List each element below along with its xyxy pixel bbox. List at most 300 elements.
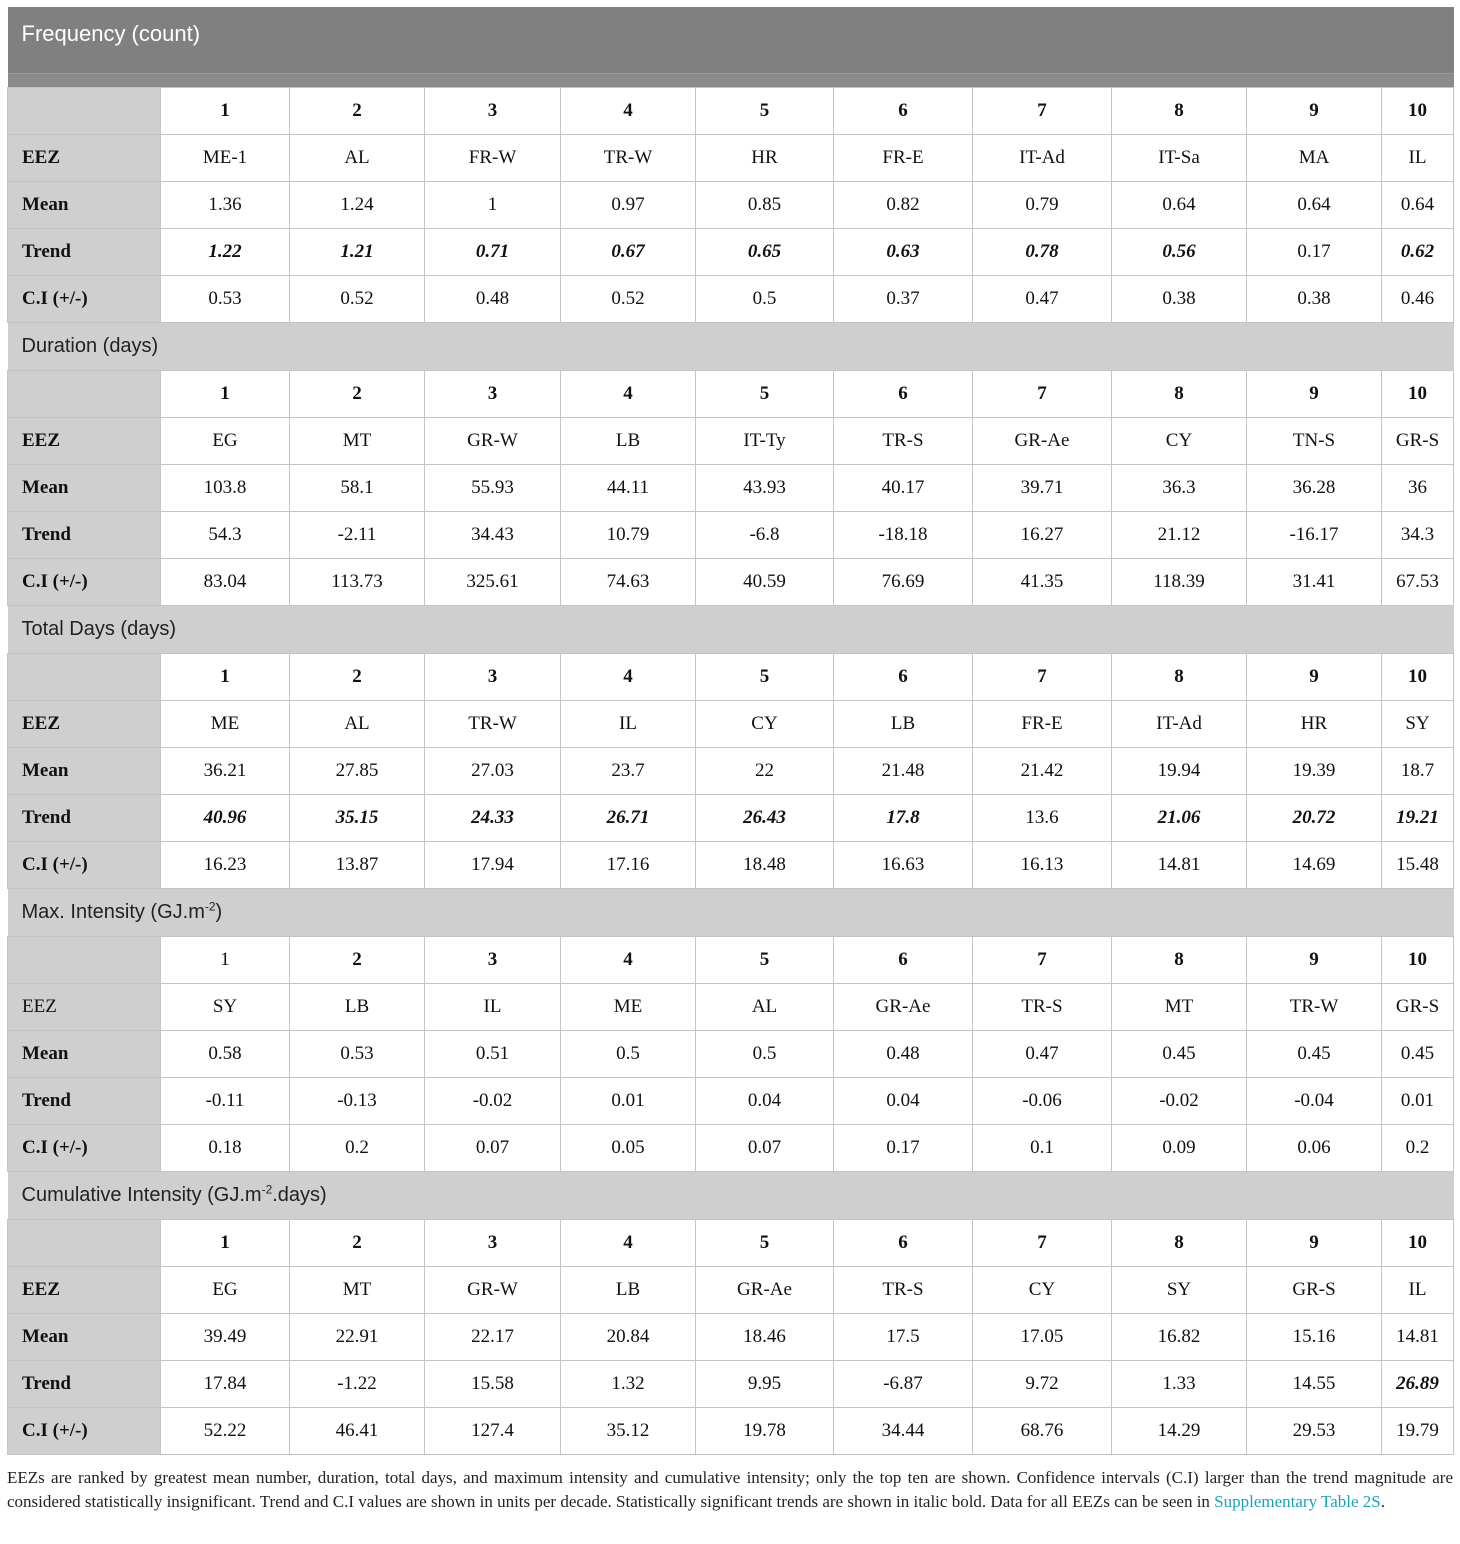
trend-cell: 0.62 <box>1382 228 1454 275</box>
mean-cell: 39.71 <box>973 464 1112 511</box>
rank-cell: 10 <box>1382 1219 1454 1266</box>
mean-cell: 55.93 <box>425 464 561 511</box>
rank-cell: 4 <box>561 653 696 700</box>
trend-cell: 20.72 <box>1247 794 1382 841</box>
ci-cell: 76.69 <box>834 558 973 605</box>
mean-cell: 0.82 <box>834 181 973 228</box>
mean-cell: 39.49 <box>161 1313 290 1360</box>
eez-cell: GR-Ae <box>834 983 973 1030</box>
mean-cell: 19.39 <box>1247 747 1382 794</box>
eez-cell: ME <box>561 983 696 1030</box>
eez-cell: IL <box>561 700 696 747</box>
ci-cell: 0.46 <box>1382 275 1454 322</box>
ci-cell: 0.05 <box>561 1124 696 1171</box>
section-title-superscript: -2 <box>261 1181 273 1196</box>
trend-cell: 0.63 <box>834 228 973 275</box>
rank-cell: 7 <box>973 1219 1112 1266</box>
rank-cell: 5 <box>696 936 834 983</box>
mean-cell: 0.85 <box>696 181 834 228</box>
rank-cell: 6 <box>834 653 973 700</box>
table-row-mean <box>8 464 1454 511</box>
ci-cell: 46.41 <box>290 1407 425 1454</box>
ci-cell: 0.53 <box>161 275 290 322</box>
rank-cell: 9 <box>1247 936 1382 983</box>
table-row-ci <box>8 1407 1454 1454</box>
rank-cell: 10 <box>1382 653 1454 700</box>
rank-cell: 7 <box>973 653 1112 700</box>
row-label-rank <box>8 1219 161 1266</box>
mean-cell: 0.47 <box>973 1030 1112 1077</box>
trend-cell: 0.01 <box>561 1077 696 1124</box>
eez-cell: GR-Ae <box>696 1266 834 1313</box>
eez-cell: SY <box>161 983 290 1030</box>
section-title <box>8 888 1454 936</box>
mean-cell: 15.16 <box>1247 1313 1382 1360</box>
eez-cell: ME-1 <box>161 134 290 181</box>
row-label-ci: C.I (+/-) <box>8 841 161 888</box>
table-row-eez <box>8 134 1454 181</box>
header-band <box>8 73 1454 87</box>
trend-cell: 0.67 <box>561 228 696 275</box>
ci-cell: 0.2 <box>290 1124 425 1171</box>
trend-cell: 26.89 <box>1382 1360 1454 1407</box>
rank-cell: 2 <box>290 1219 425 1266</box>
section-title: Total Days (days) <box>8 605 1454 653</box>
rank-cell: 7 <box>973 87 1112 134</box>
section-title-superscript: -2 <box>204 898 216 913</box>
rank-cell: 4 <box>561 87 696 134</box>
ci-cell: 19.78 <box>696 1407 834 1454</box>
table-row-mean <box>8 181 1454 228</box>
rank-cell: 10 <box>1382 936 1454 983</box>
eez-cell: TR-S <box>834 417 973 464</box>
eez-cell: MT <box>1112 983 1247 1030</box>
ci-cell: 19.79 <box>1382 1407 1454 1454</box>
row-label-eez: EEZ <box>8 983 161 1030</box>
mean-cell: 0.45 <box>1247 1030 1382 1077</box>
mean-cell: 27.85 <box>290 747 425 794</box>
trend-cell: 34.3 <box>1382 511 1454 558</box>
rank-cell: 4 <box>561 1219 696 1266</box>
eez-cell: MT <box>290 417 425 464</box>
trend-cell: -0.13 <box>290 1077 425 1124</box>
trend-cell: -2.11 <box>290 511 425 558</box>
ci-cell: 16.63 <box>834 841 973 888</box>
row-label-eez: EEZ <box>8 417 161 464</box>
row-label-trend: Trend <box>8 1077 161 1124</box>
ci-cell: 18.48 <box>696 841 834 888</box>
eez-cell: MA <box>1247 134 1382 181</box>
row-label-trend: Trend <box>8 1360 161 1407</box>
table-row-rank <box>8 370 1454 417</box>
rank-cell: 7 <box>973 936 1112 983</box>
rank-cell: 3 <box>425 653 561 700</box>
eez-cell: TN-S <box>1247 417 1382 464</box>
section-title-suffix: .days) <box>272 1183 327 1206</box>
eez-cell: GR-Ae <box>973 417 1112 464</box>
mean-cell: 0.64 <box>1112 181 1247 228</box>
footnote-text: EEZs are ranked by greatest mean number, duration, total days, and maximum intensity and cumulative intensity; only the top ten are shown. Confidence intervals (C.I) larger than the trend magnitude are considered statistically insignificant. Trend and C.I values are shown in units per decade. Statistically significant trends are shown in italic bold. Data for all EEZs can be seen in <box>7 1468 1453 1511</box>
mean-cell: 0.45 <box>1382 1030 1454 1077</box>
rank-cell: 5 <box>696 87 834 134</box>
trend-cell: 17.8 <box>834 794 973 841</box>
trend-cell: 0.17 <box>1247 228 1382 275</box>
ci-cell: 14.69 <box>1247 841 1382 888</box>
ci-cell: 16.23 <box>161 841 290 888</box>
section-title-prefix: Max. Intensity (GJ.m <box>21 900 205 923</box>
mean-cell: 22 <box>696 747 834 794</box>
rank-cell: 8 <box>1112 936 1247 983</box>
mean-cell: 0.97 <box>561 181 696 228</box>
results-table-container <box>7 7 1453 1455</box>
eez-cell: GR-W <box>425 1266 561 1313</box>
row-label-mean: Mean <box>8 464 161 511</box>
ci-cell: 83.04 <box>161 558 290 605</box>
eez-cell: LB <box>561 1266 696 1313</box>
eez-cell: IL <box>425 983 561 1030</box>
mean-cell: 36 <box>1382 464 1454 511</box>
trend-cell: 0.71 <box>425 228 561 275</box>
rank-cell: 3 <box>425 370 561 417</box>
rank-cell: 1 <box>161 87 290 134</box>
ci-cell: 68.76 <box>973 1407 1112 1454</box>
mean-cell: 1 <box>425 181 561 228</box>
eez-cell: EG <box>161 1266 290 1313</box>
ci-cell: 0.09 <box>1112 1124 1247 1171</box>
table-row-trend <box>8 1360 1454 1407</box>
mean-cell: 19.94 <box>1112 747 1247 794</box>
trend-cell: 0.04 <box>834 1077 973 1124</box>
row-label-eez: EEZ <box>8 700 161 747</box>
ci-cell: 118.39 <box>1112 558 1247 605</box>
footnote-end: . <box>1380 1492 1386 1511</box>
mean-cell: 36.21 <box>161 747 290 794</box>
eez-cell: LB <box>561 417 696 464</box>
ci-cell: 0.2 <box>1382 1124 1454 1171</box>
trend-cell: 9.95 <box>696 1360 834 1407</box>
trend-cell: 13.6 <box>973 794 1112 841</box>
mean-cell: 21.48 <box>834 747 973 794</box>
trend-cell: -6.8 <box>696 511 834 558</box>
trend-cell: 1.32 <box>561 1360 696 1407</box>
row-label-ci: C.I (+/-) <box>8 1124 161 1171</box>
ci-cell: 40.59 <box>696 558 834 605</box>
mean-cell: 21.42 <box>973 747 1112 794</box>
trend-cell: -1.22 <box>290 1360 425 1407</box>
ci-cell: 0.47 <box>973 275 1112 322</box>
rank-cell: 8 <box>1112 87 1247 134</box>
trend-cell: -16.17 <box>1247 511 1382 558</box>
rank-cell: 8 <box>1112 370 1247 417</box>
ci-cell: 325.61 <box>425 558 561 605</box>
eez-cell: IT-Ad <box>1112 700 1247 747</box>
mean-cell: 27.03 <box>425 747 561 794</box>
ci-cell: 0.1 <box>973 1124 1112 1171</box>
row-label-trend: Trend <box>8 511 161 558</box>
ci-cell: 0.52 <box>290 275 425 322</box>
eez-cell: FR-E <box>834 134 973 181</box>
table-row-rank <box>8 653 1454 700</box>
section-title-row <box>8 1171 1454 1219</box>
trend-cell: 40.96 <box>161 794 290 841</box>
eez-cell: IT-Sa <box>1112 134 1247 181</box>
mean-cell: 14.81 <box>1382 1313 1454 1360</box>
ci-cell: 74.63 <box>561 558 696 605</box>
mean-cell: 1.24 <box>290 181 425 228</box>
trend-cell: 54.3 <box>161 511 290 558</box>
trend-cell: 34.43 <box>425 511 561 558</box>
trend-cell: -0.06 <box>973 1077 1112 1124</box>
row-label-mean: Mean <box>8 181 161 228</box>
ci-cell: 0.07 <box>696 1124 834 1171</box>
rank-cell: 5 <box>696 653 834 700</box>
trend-cell: 21.12 <box>1112 511 1247 558</box>
trend-cell: 21.06 <box>1112 794 1247 841</box>
ci-cell: 0.07 <box>425 1124 561 1171</box>
mean-cell: 0.53 <box>290 1030 425 1077</box>
mean-cell: 18.46 <box>696 1313 834 1360</box>
mean-cell: 0.48 <box>834 1030 973 1077</box>
row-label-rank <box>8 653 161 700</box>
eez-cell: LB <box>834 700 973 747</box>
eez-cell: IL <box>1382 134 1454 181</box>
eez-cell: GR-S <box>1247 1266 1382 1313</box>
row-label-mean: Mean <box>8 1313 161 1360</box>
ci-cell: 67.53 <box>1382 558 1454 605</box>
eez-cell: SY <box>1112 1266 1247 1313</box>
trend-cell: 9.72 <box>973 1360 1112 1407</box>
table-footnote <box>7 1466 1453 1514</box>
mean-cell: 0.5 <box>696 1030 834 1077</box>
mean-cell: 17.05 <box>973 1313 1112 1360</box>
trend-cell: 26.43 <box>696 794 834 841</box>
mean-cell: 0.45 <box>1112 1030 1247 1077</box>
ci-cell: 16.13 <box>973 841 1112 888</box>
ci-cell: 0.38 <box>1112 275 1247 322</box>
section-title: Duration (days) <box>8 322 1454 370</box>
ci-cell: 0.18 <box>161 1124 290 1171</box>
rank-cell: 1 <box>161 370 290 417</box>
mean-cell: 43.93 <box>696 464 834 511</box>
row-label-trend: Trend <box>8 228 161 275</box>
rank-cell: 4 <box>561 936 696 983</box>
rank-cell: 3 <box>425 87 561 134</box>
trend-cell: 1.22 <box>161 228 290 275</box>
mean-cell: 40.17 <box>834 464 973 511</box>
mean-cell: 22.17 <box>425 1313 561 1360</box>
section-title-row <box>8 888 1454 936</box>
ci-cell: 0.37 <box>834 275 973 322</box>
row-label-rank <box>8 936 161 983</box>
rank-cell: 9 <box>1247 1219 1382 1266</box>
eez-cell: CY <box>973 1266 1112 1313</box>
trend-cell: 1.33 <box>1112 1360 1247 1407</box>
eez-cell: TR-W <box>425 700 561 747</box>
row-label-ci: C.I (+/-) <box>8 1407 161 1454</box>
rank-cell: 6 <box>834 1219 973 1266</box>
eez-cell: IL <box>1382 1266 1454 1313</box>
table-row-ci <box>8 275 1454 322</box>
eez-cell: MT <box>290 1266 425 1313</box>
table-row-rank <box>8 936 1454 983</box>
eez-cell: AL <box>290 134 425 181</box>
trend-cell: -0.02 <box>1112 1077 1247 1124</box>
rank-cell: 6 <box>834 936 973 983</box>
table-row-mean <box>8 747 1454 794</box>
table-row-ci <box>8 558 1454 605</box>
table-row-eez <box>8 700 1454 747</box>
trend-cell: 17.84 <box>161 1360 290 1407</box>
section-title <box>8 1171 1454 1219</box>
rank-cell: 1 <box>161 653 290 700</box>
rank-cell: 5 <box>696 1219 834 1266</box>
mean-cell: 1.36 <box>161 181 290 228</box>
trend-cell: 0.65 <box>696 228 834 275</box>
table-row-rank <box>8 1219 1454 1266</box>
rank-cell: 5 <box>696 370 834 417</box>
rank-cell: 4 <box>561 370 696 417</box>
mean-cell: 0.5 <box>561 1030 696 1077</box>
eez-cell: CY <box>696 700 834 747</box>
trend-cell: 10.79 <box>561 511 696 558</box>
row-label-ci: C.I (+/-) <box>8 275 161 322</box>
rank-cell: 9 <box>1247 87 1382 134</box>
table-row-trend <box>8 794 1454 841</box>
table-row-trend <box>8 511 1454 558</box>
eez-cell: EG <box>161 417 290 464</box>
rank-cell: 9 <box>1247 370 1382 417</box>
mean-cell: 36.28 <box>1247 464 1382 511</box>
ci-cell: 31.41 <box>1247 558 1382 605</box>
mean-cell: 16.82 <box>1112 1313 1247 1360</box>
row-label-rank <box>8 370 161 417</box>
ci-cell: 17.16 <box>561 841 696 888</box>
trend-cell: 16.27 <box>973 511 1112 558</box>
mean-cell: 44.11 <box>561 464 696 511</box>
trend-cell: 19.21 <box>1382 794 1454 841</box>
table-row-ci <box>8 1124 1454 1171</box>
eez-cell: GR-S <box>1382 417 1454 464</box>
mean-cell: 103.8 <box>161 464 290 511</box>
row-label-mean: Mean <box>8 1030 161 1077</box>
supplementary-table-link[interactable]: Supplementary Table 2S <box>1214 1492 1381 1511</box>
mean-cell: 17.5 <box>834 1313 973 1360</box>
rank-cell: 8 <box>1112 653 1247 700</box>
ci-cell: 0.06 <box>1247 1124 1382 1171</box>
rank-cell: 3 <box>425 1219 561 1266</box>
eez-cell: GR-S <box>1382 983 1454 1030</box>
mean-cell: 22.91 <box>290 1313 425 1360</box>
eez-cell: TR-S <box>834 1266 973 1313</box>
trend-cell: 14.55 <box>1247 1360 1382 1407</box>
eez-cell: LB <box>290 983 425 1030</box>
section-title-row <box>8 605 1454 653</box>
ci-cell: 41.35 <box>973 558 1112 605</box>
rank-cell: 1 <box>161 936 290 983</box>
rank-cell: 10 <box>1382 370 1454 417</box>
trend-cell: -0.02 <box>425 1077 561 1124</box>
trend-cell: 15.58 <box>425 1360 561 1407</box>
eez-cell: CY <box>1112 417 1247 464</box>
eez-cell: AL <box>290 700 425 747</box>
rank-cell: 6 <box>834 87 973 134</box>
trend-cell: 35.15 <box>290 794 425 841</box>
trend-cell: 24.33 <box>425 794 561 841</box>
mean-cell: 0.58 <box>161 1030 290 1077</box>
row-label-rank <box>8 87 161 134</box>
trend-cell: 0.56 <box>1112 228 1247 275</box>
rank-cell: 2 <box>290 87 425 134</box>
section-title-prefix: Cumulative Intensity (GJ.m <box>21 1183 262 1206</box>
table-row-trend <box>8 228 1454 275</box>
rank-cell: 10 <box>1382 87 1454 134</box>
rank-cell: 3 <box>425 936 561 983</box>
eez-cell: TR-W <box>1247 983 1382 1030</box>
mean-cell: 0.64 <box>1247 181 1382 228</box>
eez-cell: HR <box>1247 700 1382 747</box>
row-label-eez: EEZ <box>8 134 161 181</box>
trend-cell: 0.78 <box>973 228 1112 275</box>
table-row-rank <box>8 87 1454 134</box>
ci-cell: 0.48 <box>425 275 561 322</box>
table-row-eez <box>8 1266 1454 1313</box>
trend-cell: 26.71 <box>561 794 696 841</box>
mean-cell: 18.7 <box>1382 747 1454 794</box>
eez-cell: ME <box>161 700 290 747</box>
row-label-mean: Mean <box>8 747 161 794</box>
mean-cell: 0.51 <box>425 1030 561 1077</box>
eez-cell: FR-E <box>973 700 1112 747</box>
mean-cell: 0.79 <box>973 181 1112 228</box>
eez-ranking-table <box>7 7 1454 1455</box>
ci-cell: 14.29 <box>1112 1407 1247 1454</box>
rank-cell: 7 <box>973 370 1112 417</box>
mean-cell: 20.84 <box>561 1313 696 1360</box>
table-row-ci <box>8 841 1454 888</box>
eez-cell: SY <box>1382 700 1454 747</box>
table-row-eez <box>8 417 1454 464</box>
rank-cell: 1 <box>161 1219 290 1266</box>
eez-cell: TR-W <box>561 134 696 181</box>
rank-cell: 9 <box>1247 653 1382 700</box>
mean-cell: 36.3 <box>1112 464 1247 511</box>
ci-cell: 34.44 <box>834 1407 973 1454</box>
ci-cell: 29.53 <box>1247 1407 1382 1454</box>
ci-cell: 17.94 <box>425 841 561 888</box>
mean-cell: 23.7 <box>561 747 696 794</box>
eez-cell: IT-Ad <box>973 134 1112 181</box>
trend-cell: 1.21 <box>290 228 425 275</box>
ci-cell: 0.52 <box>561 275 696 322</box>
trend-cell: -18.18 <box>834 511 973 558</box>
rank-cell: 2 <box>290 653 425 700</box>
ci-cell: 52.22 <box>161 1407 290 1454</box>
table-header-title: Frequency (count) <box>8 7 1454 73</box>
ci-cell: 13.87 <box>290 841 425 888</box>
trend-cell: 0.01 <box>1382 1077 1454 1124</box>
table-row-eez <box>8 983 1454 1030</box>
ci-cell: 15.48 <box>1382 841 1454 888</box>
eez-cell: HR <box>696 134 834 181</box>
row-label-trend: Trend <box>8 794 161 841</box>
mean-cell: 0.64 <box>1382 181 1454 228</box>
ci-cell: 113.73 <box>290 558 425 605</box>
eez-cell: TR-S <box>973 983 1112 1030</box>
ci-cell: 0.38 <box>1247 275 1382 322</box>
ci-cell: 0.5 <box>696 275 834 322</box>
mean-cell: 58.1 <box>290 464 425 511</box>
eez-cell: FR-W <box>425 134 561 181</box>
